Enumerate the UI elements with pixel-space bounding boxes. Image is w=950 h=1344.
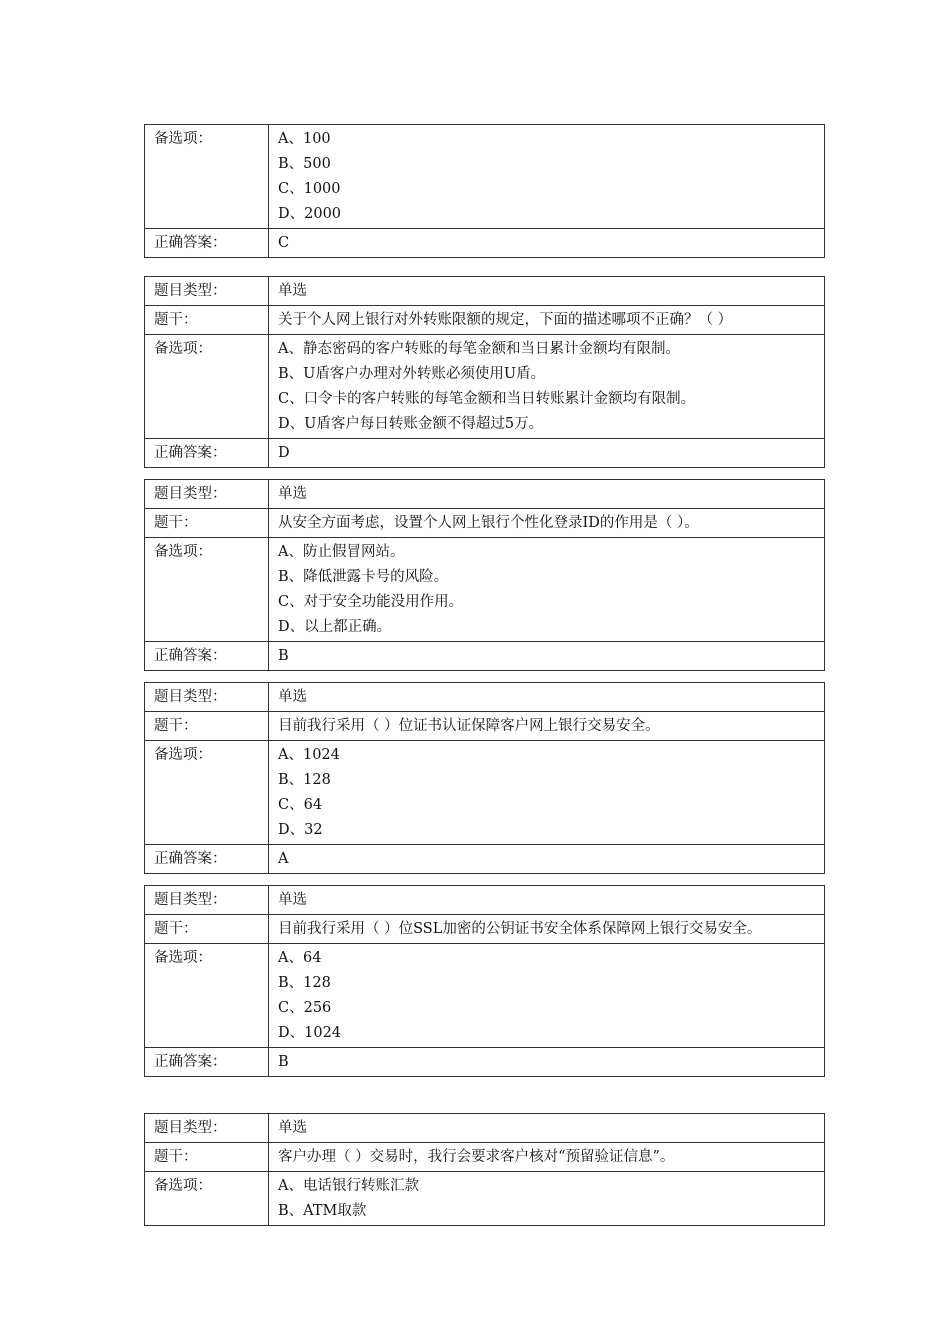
stem-row (145, 915, 825, 944)
stem-label: 题干： (145, 509, 269, 538)
option-b: B、U盾客户办理对外转账必须使用U盾。 (278, 366, 546, 382)
option-a: A、1024 (278, 747, 340, 763)
type-label: 题目类型： (145, 1114, 269, 1143)
options-row (145, 1172, 825, 1226)
option-b: B、500 (278, 156, 331, 172)
option-a: A、64 (278, 950, 322, 966)
option-a: A、电话银行转账汇款 (278, 1178, 419, 1194)
type-row (145, 886, 825, 915)
type-value: 单选 (269, 683, 825, 712)
option-a: A、100 (278, 131, 331, 147)
stem-label: 题干： (145, 712, 269, 741)
answer-value: D (269, 439, 825, 468)
type-value: 单选 (269, 480, 825, 509)
type-row (145, 277, 825, 306)
options-cell (269, 538, 825, 642)
type-row (145, 1114, 825, 1143)
answer-row (145, 439, 825, 468)
question-table (144, 885, 825, 1077)
options-row (145, 335, 825, 439)
option-a: A、静态密码的客户转账的每笔金额和当日累计金额均有限制。 (278, 341, 680, 357)
question-table (144, 1113, 825, 1226)
answer-row (145, 1048, 825, 1077)
options-row (145, 125, 825, 229)
options-row (145, 944, 825, 1048)
option-c: C、口令卡的客户转账的每笔金额和当日转账累计金额均有限制。 (278, 391, 696, 407)
type-value: 单选 (269, 1114, 825, 1143)
option-c: C、64 (278, 797, 323, 813)
stem-label: 题干： (145, 915, 269, 944)
stem-label: 题干： (145, 1143, 269, 1172)
answer-row (145, 845, 825, 874)
options-cell (269, 125, 825, 229)
options-label: 备选项： (145, 125, 269, 229)
question-table (144, 124, 825, 258)
option-c: C、256 (278, 1000, 332, 1016)
type-label: 题目类型： (145, 480, 269, 509)
answer-row (145, 229, 825, 258)
stem-text: 从安全方面考虑，设置个人网上银行个性化登录ID的作用是（ ）。 (269, 509, 825, 538)
option-b: B、降低泄露卡号的风险。 (278, 569, 449, 585)
option-d: D、32 (278, 822, 323, 838)
question-table (144, 276, 825, 468)
stem-row (145, 509, 825, 538)
stem-text: 关于个人网上银行对外转账限额的规定，下面的描述哪项不正确？（ ） (269, 306, 825, 335)
type-row (145, 683, 825, 712)
options-cell (269, 944, 825, 1048)
type-value: 单选 (269, 886, 825, 915)
answer-value: B (269, 1048, 825, 1077)
question-table (144, 479, 825, 671)
option-d: D、U盾客户每日转账金额不得超过5万。 (278, 416, 544, 432)
option-c: C、1000 (278, 181, 341, 197)
stem-row (145, 712, 825, 741)
type-row (145, 480, 825, 509)
options-label: 备选项： (145, 1172, 269, 1226)
option-d: D、以上都正确。 (278, 619, 392, 635)
type-label: 题目类型： (145, 886, 269, 915)
type-value: 单选 (269, 277, 825, 306)
options-row (145, 741, 825, 845)
answer-value: C (269, 229, 825, 258)
stem-row (145, 1143, 825, 1172)
answer-label: 正确答案： (145, 845, 269, 874)
answer-value: A (269, 845, 825, 874)
option-d: D、1024 (278, 1025, 342, 1041)
options-cell (269, 335, 825, 439)
answer-label: 正确答案： (145, 439, 269, 468)
stem-text: 客户办理（ ）交易时，我行会要求客户核对“预留验证信息”。 (269, 1143, 825, 1172)
options-row (145, 538, 825, 642)
options-cell (269, 1172, 825, 1226)
options-label: 备选项： (145, 944, 269, 1048)
stem-text: 目前我行采用（ ）位证书认证保障客户网上银行交易安全。 (269, 712, 825, 741)
option-d: D、2000 (278, 206, 342, 222)
options-label: 备选项： (145, 538, 269, 642)
answer-row (145, 642, 825, 671)
option-c: C、对于安全功能没用作用。 (278, 594, 464, 610)
type-label: 题目类型： (145, 277, 269, 306)
answer-value: B (269, 642, 825, 671)
options-label: 备选项： (145, 741, 269, 845)
question-table (144, 682, 825, 874)
answer-label: 正确答案： (145, 229, 269, 258)
stem-text: 目前我行采用（ ）位SSL加密的公钥证书安全体系保障网上银行交易安全。 (269, 915, 825, 944)
option-b: B、ATM取款 (278, 1203, 367, 1219)
option-a: A、防止假冒网站。 (278, 544, 405, 560)
options-cell (269, 741, 825, 845)
stem-label: 题干： (145, 306, 269, 335)
stem-row (145, 306, 825, 335)
options-label: 备选项： (145, 335, 269, 439)
type-label: 题目类型： (145, 683, 269, 712)
answer-label: 正确答案： (145, 642, 269, 671)
answer-label: 正确答案： (145, 1048, 269, 1077)
option-b: B、128 (278, 772, 331, 788)
option-b: B、128 (278, 975, 331, 991)
